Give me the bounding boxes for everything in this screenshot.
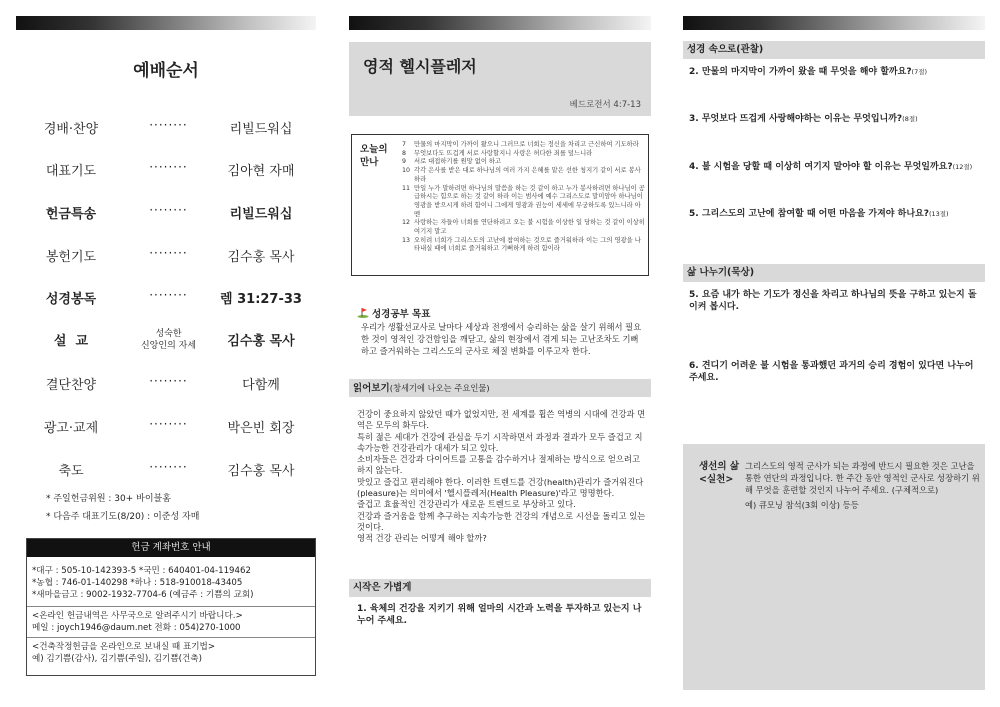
worship-order-column: [16, 0, 316, 707]
order-item-person: 렘 31:27-33: [220, 292, 302, 307]
reading-section-bar: [349, 379, 651, 397]
next-prayer-note: * 다음주 대표기도(8/20) : 이준성 자매: [46, 512, 200, 522]
study-goal-text: 우리가 생활선교사로 날마다 세상과 전쟁에서 승리하는 삶을 살기 위해서 필요한 것이 영적인 강건함임을 깨닫고, 삶의 현장에서 겪게 되는 고난조차도 기뻐하고 즐거워하는 그리스도의 군사로 체질 변화를 이루고자 한다.: [361, 322, 642, 356]
verse-text: 만일 누가 말하려면 하나님의 말씀을 하는 것 같이 하고 누가 봉사하려면 하나님이 공급하시는 힘으로 하는 것 같이 하라 이는 범사에 예수 그리스도로 말미암아 하나님이 영광을 받으시게 하려 함이니 그에게 영광과 권능이 세세에 무궁하도록 있느니라 아멘: [414, 184, 645, 218]
life-practice-example: 예) 큐모닝 참석(3회 이상) 등등: [745, 500, 859, 510]
order-row: [16, 160, 316, 184]
sermon-title-box: [349, 42, 651, 116]
order-row: [16, 288, 316, 312]
share-section-bar: 삶 나누기(묵상): [683, 264, 985, 282]
question-4: [689, 161, 983, 173]
order-row: [16, 417, 316, 441]
verse-text: 서로 대접하기를 원망 없이 하고: [414, 158, 502, 166]
order-notes: [46, 490, 199, 526]
order-dots: ········: [149, 417, 188, 431]
order-item-person: 리빌드워십: [229, 207, 293, 222]
account-line: *농협 : 746-01-140298 *하나 : 518-910018-43405: [32, 578, 243, 588]
order-row: [16, 460, 316, 484]
reading-paragraph: 맛있고 즐겁고 편리해야 한다. 이러한 트렌드를 건강(health)관리가 즐거워진다(pleasure)는 의미에서 '헬시플레저(Health Pleasure)'라고 명명한다.: [357, 476, 644, 499]
reading-text: [357, 409, 649, 545]
start-section-bar: 시작은 가볍게: [349, 579, 651, 597]
scripture-box: [351, 134, 649, 276]
verse-number: 12: [402, 219, 411, 227]
order-dots: ········: [149, 203, 188, 217]
question-text: 2. 만물의 마지막이 가까이 왔을 때 무엇을 해야 할까요?: [689, 67, 912, 77]
scripture-box-label: 오늘의 만나: [360, 144, 388, 168]
order-row: [16, 203, 316, 227]
online-offering-title: <온라인 헌금내역은 사무국으로 알려주시기 바랍니다.>: [32, 611, 243, 621]
offering-committee-note: * 주일헌금위원 : 30+ 바이블홈: [46, 494, 171, 504]
account-heading: 헌금 계좌번호 안내: [27, 539, 315, 557]
questions-column: [683, 0, 985, 707]
question-3: [689, 113, 983, 125]
order-item-name: 대표기도: [45, 164, 97, 179]
account-line: *새마을금고 : 9002-1932-7704-6 (예금주 : 기쁨의 교회): [32, 590, 254, 600]
verse-text: 무엇보다도 뜨겁게 서로 사랑할지니 사랑은 허다한 죄를 덮느니라: [414, 149, 593, 157]
order-item-person: 김아현 자매: [227, 164, 295, 179]
verse-text: 각각 은사를 받은 대로 하나님의 여러 가지 은혜를 맡은 선한 청지기 같이 서로 봉사하라: [414, 167, 641, 183]
order-row: [16, 246, 316, 270]
verse-line: [402, 219, 646, 236]
order-row: [16, 118, 316, 142]
verse-number: 8: [402, 149, 407, 157]
question-5: [689, 208, 983, 220]
order-item-name: 축도: [58, 464, 84, 479]
verse-number: 11: [402, 184, 411, 192]
bible-section-bar: 성경 속으로(관찰): [683, 41, 985, 59]
life-practice-box: [683, 444, 985, 690]
order-item-person: 다함께: [242, 378, 280, 393]
order-dots: ········: [149, 118, 188, 132]
verse-line: [402, 237, 646, 254]
order-item-person: 김수홍 목사: [227, 464, 295, 479]
order-item-name: 설 교: [53, 334, 89, 349]
sermon-column: [349, 0, 651, 707]
question-text: 4. 불 시험을 당할 때 이상히 여기지 말아야 할 이유는 무엇일까요?: [689, 162, 953, 172]
question-1: 1. 육체의 건강을 지키기 위해 얼마의 시간과 노력을 투자하고 있는지 나누어 주세요.: [357, 604, 642, 626]
verse-line: [402, 167, 646, 184]
verse-number: 10: [402, 167, 411, 175]
golf-flag-icon: [357, 307, 369, 318]
life-practice-label-text: 생선의 삶 <실천>: [699, 461, 740, 485]
study-goal-heading: [357, 306, 430, 320]
study-goal-heading-text: 성경공부 목표: [372, 309, 431, 320]
reading-paragraph: 건강과 즐거움을 함께 추구하는 지속가능한 건강의 개념으로 시선을 돌리고 있는 것이다.: [357, 510, 646, 532]
question-ref: (13절): [928, 210, 949, 218]
online-offering-contact: 메일 : joych1946@daum.net 전화 : 054)270-1000: [32, 623, 241, 633]
header-gradient-bar: [349, 16, 651, 30]
building-offering-section: [27, 637, 315, 668]
reading-heading: 읽어보기: [353, 383, 390, 394]
order-dots: ········: [149, 374, 188, 388]
verse-text: 오히려 너희가 그리스도의 고난에 참여하는 것으로 즐거워하라 이는 그의 영광을 나타내실 때에 너희로 즐거워하고 기뻐하게 하려 함이라: [414, 236, 641, 253]
reading-paragraph: 특히 젊은 세대가 건강에 관심을 두기 시작하면서 과정과 결과가 모두 즐겁고 지속가능한 건강관리가 대세가 되고 있다.: [357, 431, 643, 453]
order-row: [16, 330, 316, 354]
worship-order-title: 예배순서: [133, 61, 199, 81]
question-text: 3. 무엇보다 뜨겁게 사랑해야하는 이유는 무엇입니까?: [689, 114, 903, 124]
building-offering-example: 예) 김기쁨(감사), 김기쁨(주일), 김기쁨(건축): [32, 654, 202, 664]
order-item-person: 김수홍 목사: [227, 334, 295, 349]
question-text: 5. 그리스도의 고난에 참여할 때 어떤 마음을 가져야 하나요?: [689, 209, 929, 219]
verse-text: 만물의 마지막이 가까이 왔으니 그러므로 너희는 정신을 차리고 근신하여 기도하라: [414, 141, 639, 148]
reading-paragraph: 영적 건강 관리는 어떻게 해야 할까?: [357, 533, 487, 544]
account-list: [27, 557, 315, 606]
reading-subheading: (창세기에 나오는 주요인물): [389, 383, 490, 393]
question-ref: (8절): [902, 115, 918, 123]
verse-line: [402, 185, 646, 220]
order-item-name: 결단찬양: [45, 378, 97, 393]
order-row: [16, 374, 316, 398]
order-item-person: 리빌드워십: [229, 122, 293, 137]
order-item-person: 김수홍 목사: [227, 250, 295, 265]
building-offering-title: <건축작정헌금을 온라인으로 보내실 때 표기법>: [32, 642, 216, 652]
question-ref: (12절): [952, 163, 973, 171]
sermon-title-small: 성숙한 신앙인의 자세: [140, 329, 197, 351]
order-dots: ········: [149, 160, 188, 174]
sermon-title: 영적 헬시플레저: [363, 57, 477, 76]
order-item-name: 광고·교제: [43, 421, 99, 436]
header-gradient-bar: [683, 16, 985, 30]
life-practice-text: 그리스도의 영적 군사가 되는 과정에 반드시 필요한 것은 고난을 통한 연단의 과정입니다. 한 주간 동안 영적인 군사로 성장하기 위해 무엇을 훈련할 것인지 나누어 주세요. (구체적으로): [745, 461, 980, 495]
verse-number: 13: [402, 236, 411, 244]
order-item-person: 박은빈 회장: [227, 421, 295, 436]
order-dots: ········: [149, 460, 188, 474]
question-2: [689, 66, 983, 78]
reading-paragraph: 건강이 중요하지 않았던 때가 없었지만, 전 세계를 휩쓴 역병의 시대에 건강과 면역은 모두의 화두다.: [357, 409, 646, 431]
order-item-name: 성경봉독: [45, 292, 97, 307]
account-line: *대구 : 505-10-142393-5 *국민 : 640401-04-119462: [32, 566, 251, 576]
verse-line: [402, 158, 646, 167]
question-ref: (7절): [911, 68, 928, 76]
order-dots: ········: [149, 288, 188, 302]
share-question-6: 6. 견디기 어려운 불 시험을 통과했던 과거의 승리 경험이 있다면 나누어 주세요.: [689, 361, 974, 383]
online-offering-section: [27, 606, 315, 637]
order-item-name: 봉헌기도: [45, 250, 97, 265]
verse-line: [402, 141, 646, 150]
reading-paragraph: 소비자들은 건강과 다이어트를 고통을 감수하거나 절제하는 방식으로 얻으려고 하지 않는다.: [357, 454, 640, 476]
reading-paragraph: 즐겁고 효율적인 건강관리가 새로운 트렌드로 부상하고 있다.: [357, 499, 576, 510]
scripture-verses: [402, 141, 646, 254]
order-dots: ········: [149, 246, 188, 260]
life-practice-label: [699, 460, 741, 486]
verse-text: 사랑하는 자들아 너희를 연단하려고 오는 불 시험을 이상한 일 당하는 것 같이 이상히 여기지 말고: [414, 219, 645, 236]
order-item-name: 헌금특송: [45, 207, 97, 222]
share-question-5: 5. 요즘 내가 하는 기도가 정신을 차리고 하나님의 뜻을 구하고 있는지 돌이켜 봅시다.: [689, 290, 977, 312]
scripture-reference: 베드로전서 4:7-13: [569, 100, 641, 110]
offering-account-box: [26, 538, 316, 676]
header-gradient-bar: [16, 16, 316, 30]
verse-number: 7: [402, 141, 407, 148]
order-item-name: 경배·찬양: [43, 122, 99, 137]
verse-number: 9: [402, 158, 407, 166]
